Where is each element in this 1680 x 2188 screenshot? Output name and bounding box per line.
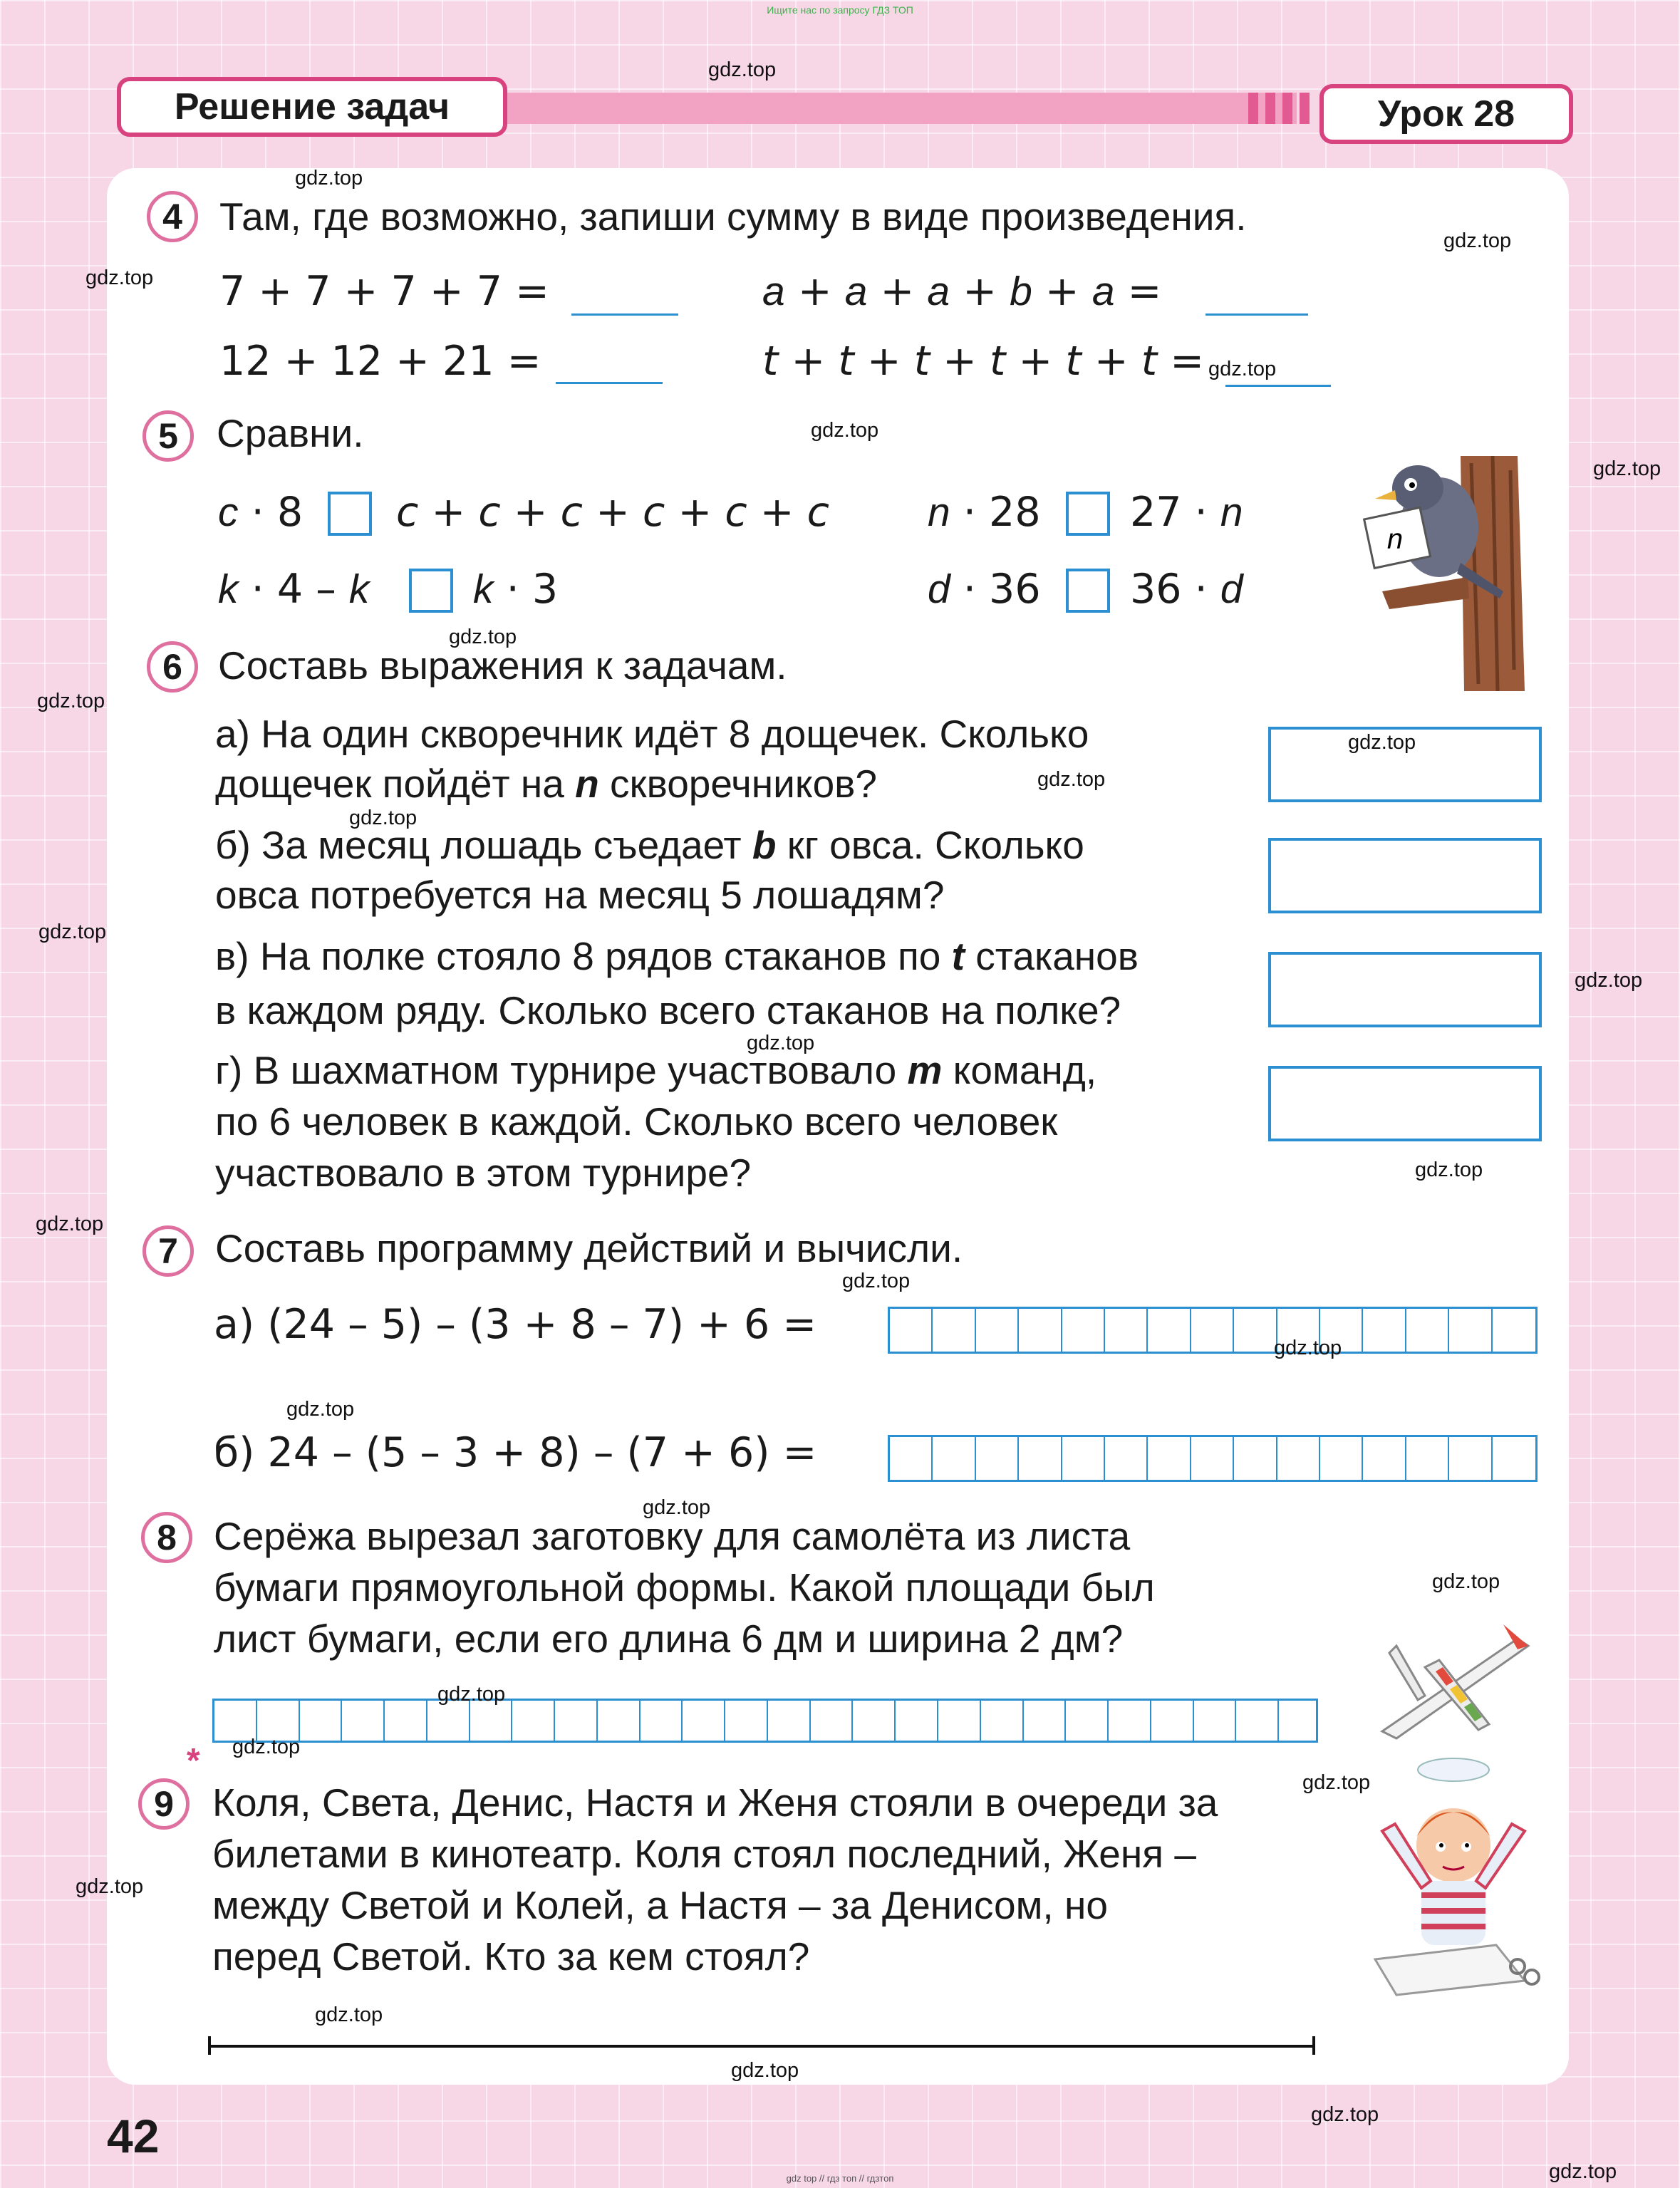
problem-text: в) На полке стояло 8 рядов стаканов по t стаканов (215, 934, 1139, 978)
header-stripe (1282, 93, 1292, 124)
problem-text: между Светой и Колей, а Настя – за Денисом, но (212, 1883, 1108, 1927)
expression: 7 + 7 + 7 + 7 = (219, 268, 549, 315)
problem-text: билетами в кинотеатр. Коля стоял последний, Женя – (212, 1832, 1196, 1876)
watermark: gdz.top (36, 1213, 104, 1235)
answer-line-tick (1312, 2036, 1315, 2055)
watermark: gdz.top (1274, 1337, 1342, 1359)
watermark: gdz.top (1549, 2160, 1617, 2183)
compare-box[interactable] (1066, 492, 1110, 536)
watermark: gdz.top (1037, 768, 1106, 791)
expression: c + c + c + c + c + c (396, 489, 830, 536)
lesson-title: Урок 28 (1319, 84, 1573, 144)
task-number: 9 (138, 1778, 190, 1830)
watermark: gdz.top (1443, 229, 1512, 252)
expression: 36 · d (1130, 566, 1243, 613)
watermark: gdz.top (37, 690, 105, 712)
expression: 12 + 12 + 21 = (219, 338, 541, 385)
watermark: gdz.top (1311, 2103, 1379, 2126)
expression: k · 3 (473, 566, 559, 613)
watermark: gdz.top (811, 419, 879, 442)
answer-cells[interactable] (888, 1307, 1538, 1354)
task-number: 5 (142, 410, 194, 462)
watermark: gdz.top (1593, 457, 1661, 480)
expression: n · 28 (928, 489, 1041, 536)
answer-blank[interactable] (1205, 313, 1308, 316)
expression: 27 · n (1130, 489, 1243, 536)
compare-box[interactable] (328, 492, 372, 536)
header-stripe (1265, 93, 1275, 124)
section-title: Решение задач (117, 77, 507, 137)
problem-text: перед Светой. Кто за кем стоял? (212, 1934, 810, 1979)
page-number: 42 (107, 2110, 160, 2162)
expression: t + t + t + t + t + t = (762, 338, 1204, 385)
problem-text: по 6 человек в каждой. Сколько всего человек (215, 1099, 1058, 1144)
watermark: gdz.top (449, 626, 517, 648)
task-title: Составь выражения к задачам. (218, 643, 787, 688)
expression: б) 24 – (5 – 3 + 8) – (7 + 6) = (214, 1429, 817, 1476)
problem-text: овса потребуется на месяц 5 лошадям? (215, 873, 945, 917)
watermark: gdz.top (1348, 731, 1416, 754)
watermark: gdz.top (76, 1875, 144, 1898)
expression: а) (24 – 5) – (3 + 8 – 7) + 6 = (214, 1301, 817, 1348)
watermark: gdz.top (1575, 969, 1643, 992)
problem-text: в каждом ряду. Сколько всего стаканов на полке? (215, 988, 1121, 1032)
answer-box-d[interactable] (1268, 1066, 1542, 1141)
star-mark: * (187, 1742, 200, 1780)
watermark: gdz.top (1208, 358, 1277, 380)
watermark: gdz.top (747, 1032, 815, 1054)
watermark: gdz.top (85, 266, 154, 289)
watermark: gdz.top (731, 2059, 799, 2082)
header-stripe (1300, 93, 1310, 124)
answer-blank[interactable] (1225, 385, 1331, 387)
answer-line[interactable] (209, 2045, 1315, 2048)
plane-illustration (1375, 1617, 1546, 1746)
expression: c · 8 (218, 489, 304, 536)
watermark: gdz.top (842, 1270, 911, 1292)
task-title: Составь программу действий и вычисли. (215, 1226, 963, 1270)
watermark: gdz.top (708, 58, 777, 81)
task-number: 8 (141, 1512, 192, 1563)
answer-blank[interactable] (571, 313, 678, 316)
problem-text: б) За месяц лошадь съедает b кг овса. Сколько (215, 823, 1084, 867)
answer-line-tick (208, 2036, 211, 2055)
header-strip (499, 93, 1297, 124)
task-number: 7 (142, 1225, 194, 1277)
answer-box-b[interactable] (1268, 838, 1542, 913)
task-number: 6 (147, 641, 198, 693)
watermark: gdz.top (349, 807, 418, 829)
watermark: gdz.top (315, 2003, 383, 2026)
problem-text: а) На один скворечник идёт 8 дощечек. Сколько (215, 712, 1089, 756)
crow-illustration (1339, 456, 1553, 691)
task-title: Сравни. (217, 411, 364, 455)
header-stripe (1248, 93, 1258, 124)
problem-text: лист бумаги, если его длина 6 дм и ширина 2 дм? (214, 1617, 1124, 1661)
problem-text: бумаги прямоугольной формы. Какой площади был (214, 1565, 1155, 1609)
problem-text: участвовало в этом турнире? (215, 1151, 752, 1195)
bird-card-label: n (1386, 524, 1404, 555)
expression: k · 4 – k (218, 566, 370, 613)
watermark: gdz.top (286, 1398, 355, 1421)
watermark: gdz.top (295, 167, 363, 190)
compare-box[interactable] (1066, 569, 1110, 613)
problem-text: г) В шахматном турнире участвовало m команд, (215, 1048, 1097, 1092)
watermark: gdz.top (232, 1736, 301, 1758)
answer-cells[interactable] (212, 1699, 1318, 1743)
watermark: gdz.top (643, 1496, 711, 1519)
compare-box[interactable] (409, 569, 453, 613)
expression: d · 36 (928, 566, 1041, 613)
problem-text: Коля, Света, Денис, Настя и Женя стояли в очереди за (212, 1780, 1218, 1825)
watermark: gdz.top (1302, 1771, 1371, 1794)
expression: a + a + a + b + a = (762, 268, 1162, 315)
top-note: Ищите нас по запросу ГДЗ ТОП (767, 4, 913, 16)
problem-text: дощечек пойдёт на n скворечников? (215, 762, 877, 806)
watermark: gdz.top (38, 921, 107, 943)
watermark: gdz.top (437, 1683, 506, 1706)
watermark: gdz.top (1415, 1158, 1483, 1181)
watermark: gdz.top (1432, 1570, 1500, 1593)
bottom-note: gdz top // гдз топ // гдзтоп (786, 2173, 894, 2184)
answer-blank[interactable] (556, 382, 663, 384)
boy-illustration (1354, 1753, 1553, 2009)
problem-text: Серёжа вырезал заготовку для самолёта из листа (214, 1514, 1131, 1558)
answer-cells[interactable] (888, 1435, 1538, 1482)
task-number: 4 (147, 191, 198, 242)
task-title: Там, где возможно, запиши сумму в виде произведения. (219, 195, 1247, 239)
answer-box-c[interactable] (1268, 952, 1542, 1027)
